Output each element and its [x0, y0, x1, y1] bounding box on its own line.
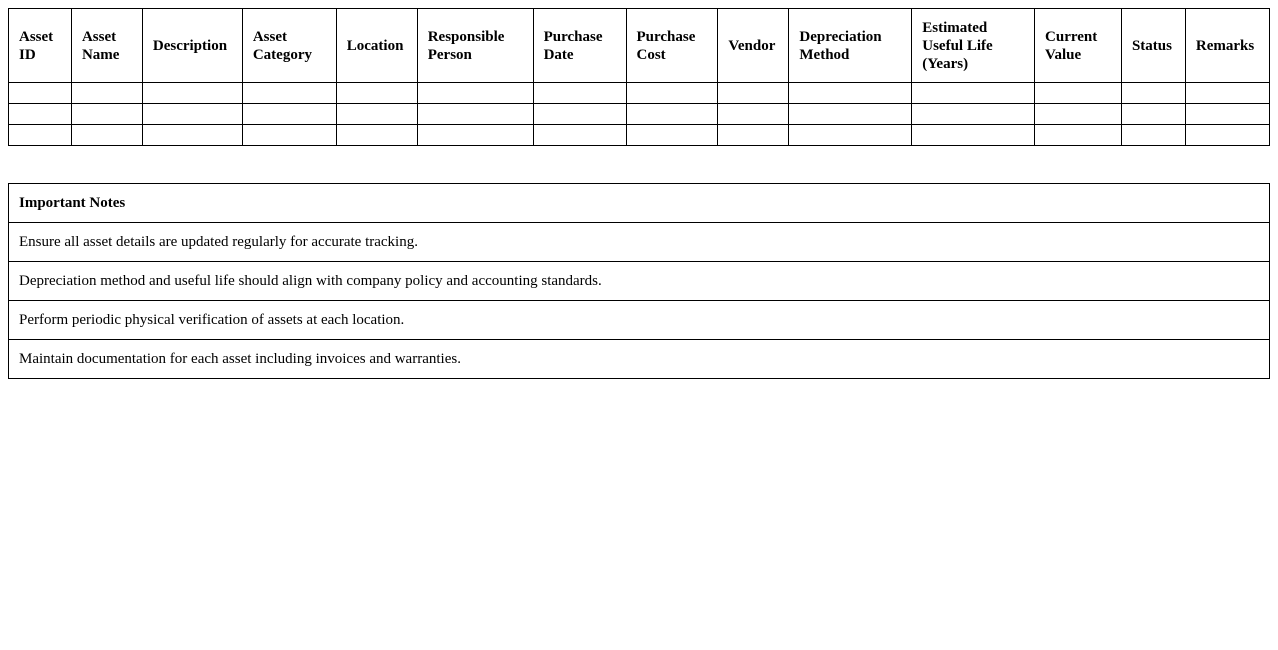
asset-register-table [8, 8, 1270, 146]
table-cell [417, 125, 533, 146]
note-item-3: Perform periodic physical verification of assets at each location. [9, 301, 1270, 340]
table-cell [9, 125, 72, 146]
table-cell [9, 104, 72, 125]
notes-title-row [9, 184, 1270, 223]
column-header-responsible-person: Responsible Person [417, 9, 533, 83]
table-row [9, 125, 1270, 146]
note-row [9, 223, 1270, 262]
column-header-description: Description [142, 9, 242, 83]
note-item-1: Ensure all asset details are updated regularly for accurate tracking. [9, 223, 1270, 262]
column-header-purchase-cost: Purchase Cost [626, 9, 718, 83]
table-cell [242, 125, 336, 146]
note-item-2: Depreciation method and useful life should align with company policy and accounting standards. [9, 262, 1270, 301]
table-cell [912, 125, 1035, 146]
table-cell [1035, 83, 1122, 104]
table-cell [533, 104, 626, 125]
notes-title: Important Notes [9, 184, 1270, 223]
column-header-depreciation-method: Depreciation Method [789, 9, 912, 83]
table-cell [718, 104, 789, 125]
table-cell [417, 104, 533, 125]
table-cell [626, 83, 718, 104]
table-cell [1121, 104, 1185, 125]
table-cell [417, 83, 533, 104]
column-header-asset-id: Asset ID [9, 9, 72, 83]
table-cell [242, 104, 336, 125]
table-row [9, 104, 1270, 125]
table-cell [718, 125, 789, 146]
note-row [9, 340, 1270, 379]
table-cell [336, 125, 417, 146]
column-header-asset-category: Asset Category [242, 9, 336, 83]
table-cell [789, 125, 912, 146]
table-header-row [9, 9, 1270, 83]
table-cell [142, 104, 242, 125]
table-cell [789, 104, 912, 125]
table-cell [71, 83, 142, 104]
table-cell [533, 83, 626, 104]
note-row [9, 262, 1270, 301]
table-cell [142, 83, 242, 104]
column-header-asset-name: Asset Name [71, 9, 142, 83]
table-body [9, 83, 1270, 146]
table-cell [1035, 104, 1122, 125]
table-cell [1185, 125, 1269, 146]
column-header-status: Status [1121, 9, 1185, 83]
table-row [9, 83, 1270, 104]
note-row [9, 301, 1270, 340]
table-cell [1121, 125, 1185, 146]
column-header-vendor: Vendor [718, 9, 789, 83]
table-cell [142, 125, 242, 146]
important-notes-table [8, 183, 1270, 379]
table-cell [626, 104, 718, 125]
table-cell [718, 83, 789, 104]
column-header-location: Location [336, 9, 417, 83]
table-cell [1035, 125, 1122, 146]
table-cell [336, 83, 417, 104]
table-cell [336, 104, 417, 125]
table-cell [1185, 104, 1269, 125]
column-header-current-value: Current Value [1035, 9, 1122, 83]
column-header-remarks: Remarks [1185, 9, 1269, 83]
column-header-purchase-date: Purchase Date [533, 9, 626, 83]
table-cell [533, 125, 626, 146]
table-cell [1121, 83, 1185, 104]
table-cell [1185, 83, 1269, 104]
table-cell [9, 83, 72, 104]
table-cell [71, 125, 142, 146]
note-item-4: Maintain documentation for each asset including invoices and warranties. [9, 340, 1270, 379]
table-cell [912, 83, 1035, 104]
table-cell [789, 83, 912, 104]
table-cell [242, 83, 336, 104]
table-cell [626, 125, 718, 146]
column-header-estimated-useful-life-years: Estimated Useful Life (Years) [912, 9, 1035, 83]
table-cell [71, 104, 142, 125]
table-cell [912, 104, 1035, 125]
